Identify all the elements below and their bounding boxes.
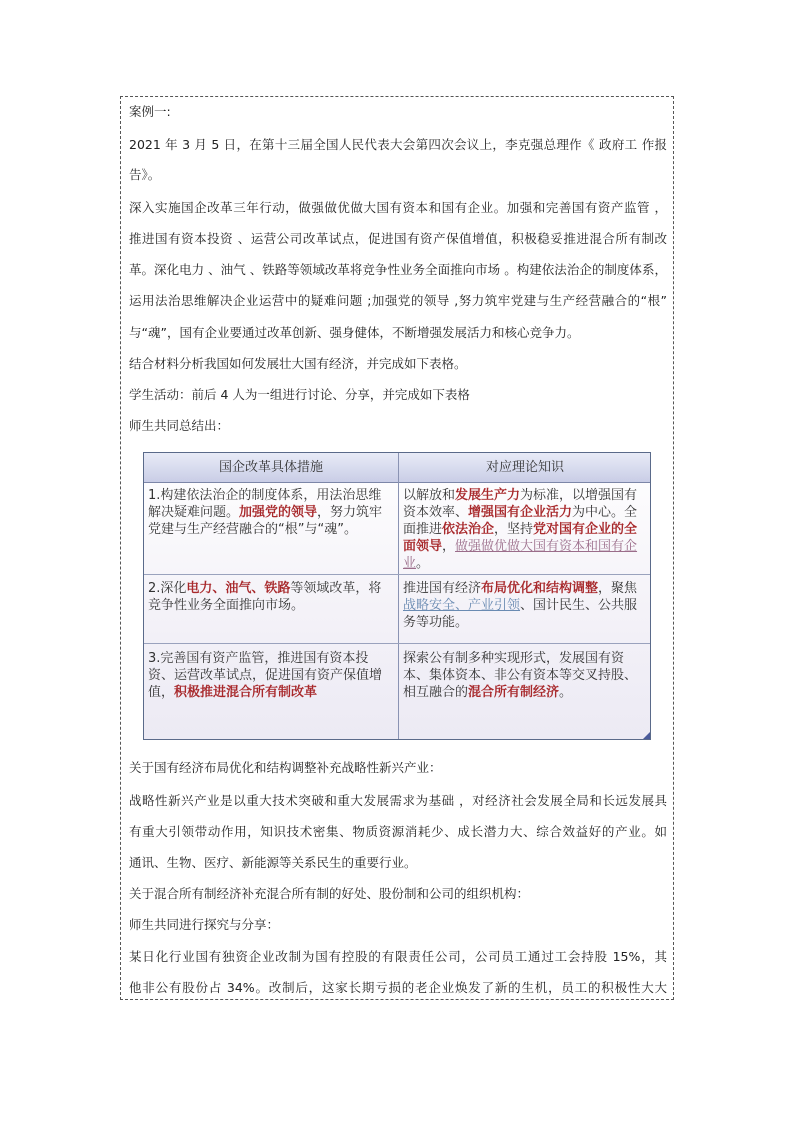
material-line-4: 运用法治思维解决企业运营中的疑难问题 ;加强党的领导 ,努力筑牢党建与生产经营融合的“根” <box>129 293 667 308</box>
question-text: 结合材料分析我国如何发展壮大国有经济，并完成如下表格。 <box>129 356 467 371</box>
material-line-5: 与“魂”，国有企业要通过改革创新、强身健体，不断增强发展活力和核心竞争力。 <box>129 325 580 340</box>
activity-text: 学生活动：前后 4 人为一组进行讨论、分享，并完成如下表格 <box>129 387 470 402</box>
supplement-2-line-2: 他非公有股份占 34%。改制后，这家长期亏损的老企业焕发了新的生机，员工的积极性大大 <box>129 980 667 995</box>
supplement-1-line-1: 战略性新兴产业是以重大技术突破和重大发展需求为基础 ，对经济社会发展全局和长远发展具 <box>129 793 667 808</box>
row-divider-2 <box>144 643 650 644</box>
table-header <box>144 453 650 483</box>
row-divider-1 <box>144 574 650 575</box>
document-frame <box>120 96 674 1000</box>
link-strategic-security[interactable]: 战略安全、产业引领 <box>403 598 521 613</box>
table-row-1-measure: 1.构建依法治企的制度体系，用法治思维解决疑难问题。加强党的领导，努力筑牢党建与生产经营融合的“根”与“魂”。 <box>148 488 383 537</box>
material-line-1: 深入实施国企改革三年行动，做强做优做大国有资本和国有企业。加强和完善国有资产监管 ， <box>129 200 667 215</box>
reform-table <box>143 452 651 740</box>
supplement-1-line-3: 通讯、生物、医疗、新能源等关系民生的重要行业。 <box>129 855 417 870</box>
column-divider <box>398 453 399 739</box>
supplement-2-share-label: 师生共同进行探究与分享： <box>129 917 280 932</box>
supplement-2-line-1: 某日化行业国有独资企业改制为国有控股的有限责任公司，公司员工通过工会持股 15%，其 <box>129 949 667 964</box>
table-row-1-theory: 以解放和发展生产力为标准，以增强国有资本效率、增强国有企业活力为中心。全面推进依法治企，坚持党对国有企业的全面领导，做强做优做大国有资本和国有企业。 <box>403 488 638 571</box>
table-row-2-theory: 推进国有经济布局优化和结构调整，聚焦战略安全、产业引领、国计民生、公共服务等功能。 <box>403 581 638 630</box>
supplement-1-title: 关于国有经济布局优化和结构调整补充战略性新兴产业： <box>129 760 442 775</box>
supplement-1-line-2: 有重大引领带动作用，知识技术密集、物质资源消耗少、成长潜力大、综合效益好的产业。如 <box>129 824 667 839</box>
table-resize-handle[interactable] <box>643 732 650 739</box>
material-line-3: 革。深化电力 、油气 、铁路等领域改革将竞争性业务全面推向市场 。构建依法治企的制度体系， <box>129 262 667 277</box>
material-line-2: 推进国有资本投资 、运营公司改革试点，促进国有资产保值增值，积极稳妥推进混合所有制改 <box>129 231 667 246</box>
table-row-3-theory: 探索公有制多种实现形式，发展国有资本、集体资本、非公有资本等交叉持股、相互融合的混合所有制经济。 <box>403 651 638 700</box>
intro-line-2: 告》。 <box>129 167 161 182</box>
supplement-2-title: 关于混合所有制经济补充混合所有制的好处、股份制和公司的组织机构： <box>129 886 530 901</box>
summary-label: 师生共同总结出： <box>129 418 230 433</box>
header-theory: 对应理论知识 <box>485 460 564 475</box>
table-row-3-measure: 3.完善国有资产监管，推进国有资本投资、运营改革试点，促进国有资产保值增值，积极推进混合所有制改革 <box>148 651 383 700</box>
intro-line-1: 2021 年 3 月 5 日，在第十三届全国人民代表大会第四次会议上，李克强总理作《 政府工 作报 <box>129 137 667 152</box>
table-row-2-measure: 2.深化电力、油气、铁路等领域改革，将竞争性业务全面推向市场。 <box>148 581 382 613</box>
header-measures: 国企改革具体措施 <box>218 460 323 475</box>
case-title: 案例一: <box>129 104 171 119</box>
link-strengthen-state-capital[interactable]: 做强做优做大国有资本和国有企业 <box>403 539 638 571</box>
